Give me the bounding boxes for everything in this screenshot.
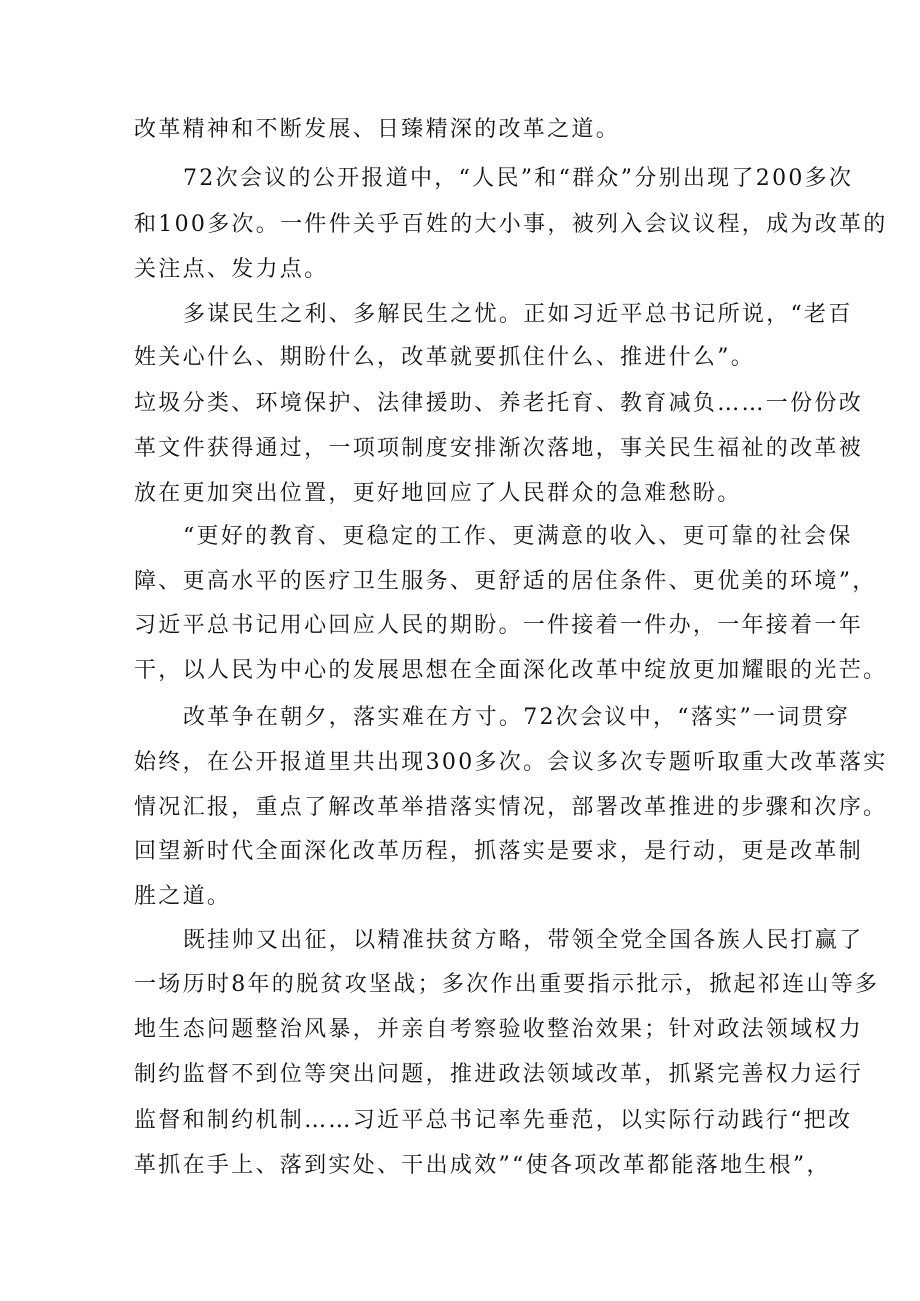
text-line: 始终，在公开报道里共出现300多次。会议多次专题听取重大改革落实	[134, 750, 888, 775]
text-line: 革文件获得通过，一项项制度安排渐次落地，事关民生福祉的改革被	[134, 436, 864, 461]
text-line: 革抓在手上、落到实处、干出成效”“使各项改革都能落地生根”，	[134, 1153, 831, 1178]
text-line: 制约监督不到位等突出问题，推进政法领域改革，抓紧完善权力运行	[134, 1062, 864, 1087]
text-line: 垃圾分类、环境保护、法律援助、养老托育、教育减负……一份份改	[134, 391, 864, 416]
text-line: 一场历时8年的脱贫攻坚战；多次作出重要指示批示，掀起祁连山等多	[134, 972, 880, 997]
text-line: 和100多次。一件件关乎百姓的大小事，被列入会议议程，成为改革的	[134, 212, 888, 237]
text-line: 72次会议的公开报道中，“人民”和“群众”分别出现了200多次	[183, 166, 854, 191]
text-line: 关注点、发力点。	[134, 257, 329, 282]
text-line: 放在更加突出位置，更好地回应了人民群众的急难愁盼。	[134, 481, 742, 506]
text-line: 监督和制约机制……习近平总书记率先垂范，以实际行动践行“把改	[134, 1108, 853, 1133]
text-line: 既挂帅又出征，以精准扶贫方略，带领全党全国各族人民打赢了	[183, 928, 864, 953]
text-line: 改革争在朝夕，落实难在方寸。72次会议中，“落实”一词贯穿	[183, 705, 851, 730]
text-line: “更好的教育、更稳定的工作、更满意的收入、更可靠的社会保	[183, 524, 853, 549]
text-line: 姓关心什么、期盼什么，改革就要抓住什么、推进什么”。	[134, 345, 756, 370]
text-line: 胜之道。	[134, 884, 232, 909]
text-line: 情况汇报，重点了解改革举措落实情况，部署改革推进的步骤和次序。	[134, 795, 888, 820]
text-line: 多谋民生之利、多解民生之忧。正如习近平总书记所说，“老百	[183, 302, 853, 327]
text-line: 干，以人民为中心的发展思想在全面深化改革中绽放更加耀眼的光芒。	[134, 658, 888, 683]
text-line: 地生态问题整治风暴，并亲自考察验收整治效果；针对政法领域权力	[134, 1017, 864, 1042]
text-line: 回望新时代全面深化改革历程，抓落实是要求，是行动，更是改革制	[134, 839, 864, 864]
text-line: 障、更高水平的医疗卫生服务、更舒适的居住条件、更优美的环境”，	[134, 569, 877, 594]
text-line: 习近平总书记用心回应人民的期盼。一件接着一件办，一年接着一年	[134, 613, 864, 638]
text-line: 改革精神和不断发展、日臻精深的改革之道。	[134, 117, 621, 142]
